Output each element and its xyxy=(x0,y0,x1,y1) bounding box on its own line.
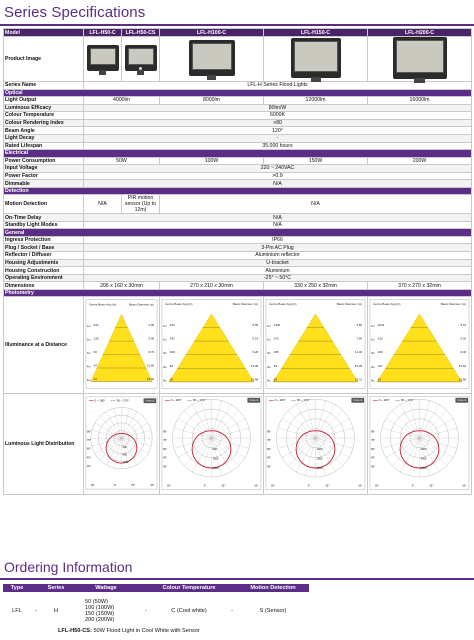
polar-chart-3 xyxy=(265,394,366,492)
distance-label: 5m xyxy=(86,379,91,383)
diameter-value: 12.38 xyxy=(250,364,259,369)
power-factor-row: Power Factor >0.9 xyxy=(4,172,472,180)
distance-label: 5m xyxy=(370,379,375,383)
section-electrical: Electrical xyxy=(4,150,472,157)
op-env-row: Operating Environment -25° ~ 50°C xyxy=(4,274,472,282)
angle-label: 45° xyxy=(370,456,376,460)
dia-title: Beam Diameter (m) xyxy=(440,302,467,307)
title-rule xyxy=(0,24,474,26)
angle-label: 30° xyxy=(370,465,376,469)
distance-label: 2m xyxy=(162,339,167,343)
angle-label: 45° xyxy=(162,456,168,460)
lux-value: 973 xyxy=(169,323,175,328)
distance-label: 4m xyxy=(266,366,271,370)
section-photometry: Photometry xyxy=(4,290,472,297)
ontime-row: On-Time Delay N/A xyxy=(4,214,472,222)
order-wattages: 50 (50W) 100 (100W) 150 (150W) 200 (200W) xyxy=(85,599,115,623)
light-decay-row: Light Decay - xyxy=(4,134,472,142)
order-motion: S (Sensor) xyxy=(259,608,287,614)
angle-bottom-label: 0° xyxy=(307,485,311,489)
diameter-value: 9.48 xyxy=(460,350,467,355)
diameter-value: 3.82 xyxy=(356,323,363,328)
lux-value: 108 xyxy=(169,350,175,355)
angle-bottom-label: 30° xyxy=(150,484,155,488)
angle-label: 30° xyxy=(266,465,272,469)
lux-value: 59 xyxy=(273,377,277,382)
efficacy-row: Luminous Efficacy 80lm/W xyxy=(4,104,472,112)
distance-label: 3m xyxy=(86,352,91,356)
distance-label: 3m xyxy=(266,352,271,356)
lux-value: 1490 xyxy=(273,323,281,328)
motion-row: Motion Detection N/A PIR motion sensor (Up to 12m) N/A xyxy=(4,195,472,214)
lux-value: 226 xyxy=(377,350,383,355)
product-image-row xyxy=(4,37,472,82)
illuminance-chart-1 xyxy=(85,297,158,391)
angle-label: 75° xyxy=(86,439,91,443)
spec-table xyxy=(3,28,472,495)
housing-con-row: Housing Construction Aluminium xyxy=(4,267,472,275)
angle-bottom-label: 30° xyxy=(166,485,171,489)
ring-value: 2800 xyxy=(316,457,323,461)
illuminance-row: Illuminance at a Distance Centre Beam Avg (lx) Beam Diameter (m) 1m 544 2.90 2m 136 5.80 3m 60 8.70 4m 34 11.60 5m 21 14.52 Centre Beam Avg (lx) Beam Diameter (m) 1m 973 3.09 2m 243 6.19 3m 108 9.28 4m 60 12.38 5m 38 15.48 Centre Beam Avg (lx) Beam Diameter (m) 1m 1490 3.82 2m 372 7.64 3m 165 11.46 4m 93 15.28 5m 59 19.11 Centre Beam Avg (lx) Beam Diameter (m) 1m 2042 3.16 2m 510 6.32 3m 226 9.48 4m 127 12.64 5m 81 15.80 xyxy=(4,297,472,394)
polar-chart-4 xyxy=(369,394,470,492)
angle-label: 30° xyxy=(86,465,91,469)
diameter-value: 15.28 xyxy=(354,364,363,369)
unit-label: Units:cd xyxy=(145,400,155,404)
lux-value: 60 xyxy=(169,364,173,369)
distance-label: 1m xyxy=(370,325,375,329)
lux-value: 93 xyxy=(273,364,277,369)
lamp-image-h50cs xyxy=(125,45,157,71)
lamp-image-h200c xyxy=(393,37,447,79)
lux-title: Centre Beam Avg (lx) xyxy=(88,303,117,308)
lux-value: 60 xyxy=(93,350,97,355)
housing-adj-row: Housing Adjustments U-bracket xyxy=(4,259,472,267)
diameter-value: 12.64 xyxy=(458,364,467,369)
angle-label: 75° xyxy=(162,439,168,443)
diameter-value: 14.52 xyxy=(146,377,155,382)
ordering-table: Type Series Wattage Colour Temperature Motion Detection LFL - H 50 (50W) 100 (100W) 150 (150W) 200 (200W) - C (Cool white) - S (Sensor) xyxy=(3,584,309,630)
colour-temp-row: Colour Temperature 6000K xyxy=(4,112,472,120)
lux-value: 81 xyxy=(377,377,381,382)
angle-bottom-label: 30° xyxy=(358,485,363,489)
angle-label: 90° xyxy=(162,430,168,434)
angle-bottom-label: 15° xyxy=(325,485,330,489)
ring-value: 4200 xyxy=(316,467,323,471)
order-type: LFL xyxy=(12,608,22,614)
ring-value: 800 xyxy=(122,453,127,457)
distance-label: 3m xyxy=(162,352,167,356)
legend-a: 0 ~ 180° xyxy=(378,398,390,403)
distance-label: 5m xyxy=(266,379,271,383)
order-dash-3: - xyxy=(231,608,233,614)
angle-label: 75° xyxy=(370,439,376,443)
lux-value: 34 xyxy=(93,363,97,368)
lux-value: 372 xyxy=(273,337,279,342)
diameter-value: 11.46 xyxy=(355,350,363,355)
ring-value: 4000 xyxy=(420,457,427,461)
ordering-rule xyxy=(0,578,474,580)
ring-value: 1200 xyxy=(122,461,129,465)
diameter-value: 5.80 xyxy=(148,337,155,342)
diameter-value: 15.80 xyxy=(458,377,467,382)
angle-label: 45° xyxy=(86,456,91,460)
angle-bottom-label: 30° xyxy=(374,485,379,489)
distance-label: 2m xyxy=(86,339,91,343)
angle-label: 30° xyxy=(162,465,168,469)
unit-label: Units:cd xyxy=(353,399,363,403)
illuminance-chart-3 xyxy=(265,297,366,391)
lux-value: 510 xyxy=(377,337,383,342)
plug-row: Plug / Socket / Base 3-Pin AC Plug xyxy=(4,244,472,252)
diameter-value: 3.16 xyxy=(460,323,467,328)
voltage-row: Input Voltage 220 ~ 240VAC xyxy=(4,165,472,173)
angle-label: 90° xyxy=(370,430,376,434)
diameter-value: 19.11 xyxy=(355,377,363,382)
lamp-image-h150c xyxy=(291,38,341,78)
dimmable-row: Dimmable N/A xyxy=(4,180,472,188)
reflector-row: Reflector / Diffuser Aluminium reflector xyxy=(4,252,472,260)
order-dash-2: - xyxy=(145,608,147,614)
model-h200c: LFL-H200-C xyxy=(368,29,472,37)
section-optical: Optical xyxy=(4,89,472,96)
lux-value: 2042 xyxy=(377,323,385,328)
diameter-value: 3.09 xyxy=(252,323,259,328)
model-h50cs: LFL-H50-CS xyxy=(122,29,160,37)
distance-label: 1m xyxy=(162,325,167,329)
distance-label: 1m xyxy=(266,325,271,329)
angle-bottom-label: 30° xyxy=(90,484,95,488)
ring-value: 1600 xyxy=(212,457,219,461)
lux-title: Centre Beam Avg (lx) xyxy=(372,302,401,307)
angle-bottom-label: 30° xyxy=(254,485,259,489)
unit-label: Units:cd xyxy=(249,399,259,403)
lux-value: 21 xyxy=(93,377,97,382)
angle-label: 60° xyxy=(370,448,376,452)
model-h150c: LFL-H150-C xyxy=(264,29,368,37)
series-name-row: Series Name LFL-H Series Flood Lights xyxy=(4,82,472,90)
legend-a: 0 ~ 180° xyxy=(170,398,182,403)
diameter-value: 6.19 xyxy=(252,337,259,342)
dia-title: Beam Diameter (m) xyxy=(232,302,259,307)
order-colour: C (Cool white) xyxy=(171,608,207,614)
distance-label: 5m xyxy=(162,379,167,383)
model-h50c: LFL-H50-C xyxy=(84,29,122,37)
standby-row: Standby Light Modes N/A xyxy=(4,221,472,229)
section-general: General xyxy=(4,229,472,236)
lux-value: 243 xyxy=(169,337,175,342)
model-label: Model xyxy=(4,29,84,37)
angle-bottom-label: 0° xyxy=(411,485,415,489)
power-row: Power Consumption 50W 100W 150W 200W xyxy=(4,157,472,165)
angle-label: 60° xyxy=(266,448,272,452)
ring-value: 6000 xyxy=(420,467,427,471)
legend-a: 0 ~ 180° xyxy=(274,398,286,403)
distance-label: 1m xyxy=(86,325,91,329)
page-title: Series Specifications xyxy=(4,4,146,21)
ring-value: 2000 xyxy=(420,448,427,452)
legend-a: 0 ~ 180° xyxy=(94,399,106,404)
angle-bottom-label: 30° xyxy=(462,485,467,489)
ordering-title: Ordering Information xyxy=(4,559,133,575)
distance-label: 4m xyxy=(86,365,91,369)
model-header-row xyxy=(4,29,472,37)
order-series: H xyxy=(53,608,59,614)
ring-value: 1400 xyxy=(316,448,323,452)
lux-value: 136 xyxy=(93,337,99,342)
diameter-value: 2.90 xyxy=(148,323,155,328)
diameter-value: 11.60 xyxy=(147,363,155,368)
legend-b: 90 ~ 270° xyxy=(297,398,310,403)
diameter-value: 9.28 xyxy=(252,350,259,355)
angle-label: 75° xyxy=(266,439,272,443)
cri-row: Colour Rendering Index >80 xyxy=(4,119,472,127)
angle-label: 60° xyxy=(86,448,91,452)
lifespan-row: Rated Lifespan 35,000 hours xyxy=(4,142,472,150)
beam-angle-row: Beam Angle 120° xyxy=(4,127,472,135)
lux-value: 38 xyxy=(169,377,173,382)
ingress-row: Ingress Protection IP66 xyxy=(4,236,472,244)
distance-label: 2m xyxy=(370,339,375,343)
light-output-row: Light Output 4000lm 8000lm 12000lm 16000lm xyxy=(4,96,472,104)
model-h100c: LFL-H100-C xyxy=(160,29,264,37)
distance-label: 2m xyxy=(266,339,271,343)
angle-label: 90° xyxy=(266,430,272,434)
legend-b: 90 ~ 270° xyxy=(401,398,414,403)
angle-bottom-label: 15° xyxy=(221,485,226,489)
lux-title: Centre Beam Avg (lx) xyxy=(164,302,193,307)
angle-bottom-label: 0° xyxy=(113,484,117,488)
angle-bottom-label: 30° xyxy=(270,485,275,489)
lamp-image-h100c xyxy=(189,40,235,76)
diameter-value: 6.32 xyxy=(460,337,467,342)
dia-title: Beam Diameter (m) xyxy=(129,303,155,308)
polar-chart-1 xyxy=(85,394,158,492)
angle-label: 45° xyxy=(266,456,272,460)
angle-bottom-label: 15° xyxy=(131,484,136,488)
polar-chart-2 xyxy=(161,394,262,492)
lamp-image-h50c xyxy=(87,45,119,71)
lux-value: 165 xyxy=(273,350,279,355)
section-detection: Detection xyxy=(4,187,472,194)
illuminance-chart-4 xyxy=(369,297,470,391)
product-image-label: Product Image xyxy=(4,37,84,82)
dia-title: Beam Diameter (m) xyxy=(336,302,363,307)
unit-label: Units:cd xyxy=(457,399,467,403)
diameter-value: 8.70 xyxy=(148,350,155,355)
distance-label: 3m xyxy=(370,352,375,356)
dimensions-row: Dimensions 206 x 160 x 30mm 270 x 210 x 30mm 330 x 250 x 32mm 370 x 270 x 32mm xyxy=(4,282,472,290)
distance-label: 4m xyxy=(370,366,375,370)
luminous-row: Luminous Light Distribution 0 ~ 180° 90 ~ 270° Units:cd 400 800 1200 90° 75° 60° 45° 30° 30° 0° 15° 30° 0 ~ 180° 90 ~ 270° Units:cd 800 1600 2400 90° 75° 60° 45° 30° 30° 0° 15° 30° 0 ~ 180° 90 ~ 270° Units:cd 1400 2800 4200 90° 75° 60° 45° 30° 30° 0° 15° 30° 0 ~ 180° 90 ~ 270° Units:cd 2000 4000 6000 90° 75° 60° 45° 30° 30° 0° 15° 30° xyxy=(4,394,472,495)
legend-b: 90 ~ 270° xyxy=(193,398,206,403)
ring-value: 800 xyxy=(212,448,217,452)
angle-bottom-label: 0° xyxy=(203,485,207,489)
diameter-value: 15.48 xyxy=(250,377,259,382)
lux-value: 544 xyxy=(93,323,99,328)
ring-value: 2400 xyxy=(212,467,219,471)
distance-label: 4m xyxy=(162,366,167,370)
legend-b: 90 ~ 270° xyxy=(116,399,130,404)
ring-value: 400 xyxy=(122,446,127,450)
angle-bottom-label: 15° xyxy=(429,485,434,489)
lux-title: Centre Beam Avg (lx) xyxy=(268,302,297,307)
angle-label: 60° xyxy=(162,448,168,452)
illuminance-chart-2 xyxy=(161,297,262,391)
ordering-example: LFL-H50-CS: 50W Flood Light in Cool White with Sensor xyxy=(58,628,200,634)
angle-label: 90° xyxy=(86,430,91,434)
lux-value: 127 xyxy=(377,364,383,369)
diameter-value: 7.64 xyxy=(356,337,363,342)
order-dash-1: - xyxy=(35,608,37,614)
